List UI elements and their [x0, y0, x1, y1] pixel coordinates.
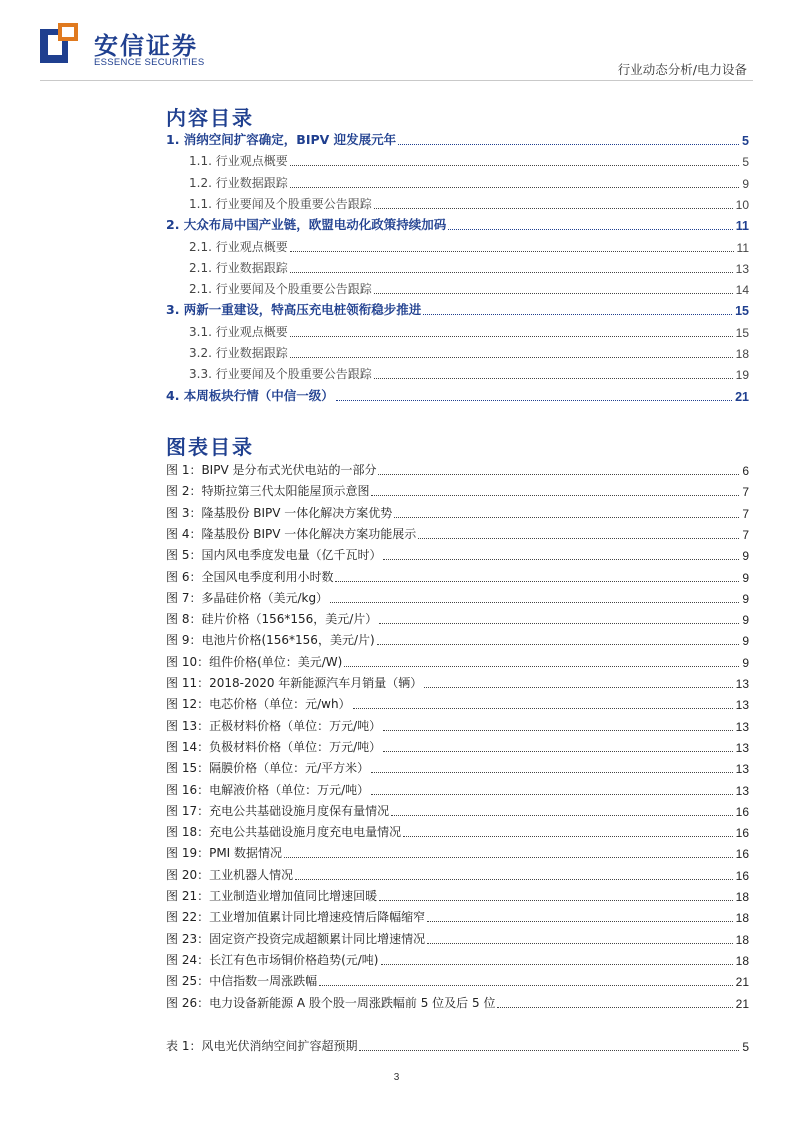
- toc-section-entry[interactable]: [166, 130, 749, 148]
- dot-leader: [398, 144, 739, 145]
- toc-subsection-entry-label: 1.1. 行业要闻及个股重要公告跟踪: [189, 196, 372, 211]
- dot-leader: [371, 495, 739, 496]
- figure-entry[interactable]: [166, 609, 749, 627]
- toc-section-entry[interactable]: [166, 215, 749, 233]
- toc-section-entry-label: 4. 本周板块行情（中信一级）: [166, 387, 334, 403]
- toc-subsection-entry[interactable]: [189, 151, 749, 169]
- figure-entry-page: 13: [735, 783, 749, 798]
- dot-leader: [374, 208, 733, 209]
- figure-entry-label: 图 2：特斯拉第三代太阳能屋顶示意图: [166, 484, 370, 499]
- dot-leader: [427, 943, 733, 944]
- toc-subsection-entry-page: 18: [735, 347, 749, 361]
- figure-entry-page: 16: [735, 847, 749, 862]
- figure-entry-label: 图 10：组件价格(单位：美元/W): [166, 654, 343, 669]
- figure-entry-page: 13: [735, 698, 749, 713]
- toc-subsection-entry-label: 2.1. 行业要闻及个股重要公告跟踪: [189, 282, 372, 297]
- dot-leader: [336, 400, 732, 401]
- toc-subsection-entry[interactable]: [189, 237, 749, 255]
- figure-entry-page: 16: [735, 804, 749, 819]
- figure-entry-page: 9: [742, 634, 749, 649]
- figure-entry-label: 图 23：固定资产投资完成超额累计同比增速情况: [166, 931, 426, 946]
- page-number: 3: [393, 1072, 400, 1083]
- dot-leader: [319, 985, 733, 986]
- figure-entry-label: 图 17：充电公共基础设施月度保有量情况: [166, 803, 390, 818]
- figure-entry-label: 图 19：PMI 数据情况: [166, 846, 283, 861]
- figure-entry-label: 图 20：工业机器人情况: [166, 867, 294, 882]
- toc-subsection-entry-label: 2.1. 行业数据跟踪: [189, 260, 288, 275]
- dot-leader: [359, 1050, 739, 1051]
- dot-leader: [424, 687, 732, 688]
- dot-leader: [418, 538, 739, 539]
- figure-entry[interactable]: [166, 929, 749, 947]
- figure-entry-page: 18: [735, 932, 749, 947]
- dot-leader: [403, 836, 733, 837]
- figure-entry-label: 图 5：国内风电季度发电量（亿千瓦时）: [166, 548, 382, 563]
- toc-section-entry-page: 5: [742, 134, 749, 148]
- toc-subsection-entry[interactable]: [189, 322, 749, 340]
- figure-entry-page: 18: [735, 953, 749, 968]
- essence-logo-icon: [40, 23, 84, 67]
- dot-leader: [335, 581, 739, 582]
- dot-leader: [284, 857, 733, 858]
- figure-entry-label: 图 7：多晶硅价格（美元/kg）: [166, 590, 329, 605]
- dot-leader: [381, 964, 733, 965]
- toc-subsection-entry[interactable]: [189, 173, 749, 191]
- dot-leader: [290, 336, 733, 337]
- figure-entry-page: 16: [735, 868, 749, 883]
- toc-subsection-entry-label: 3.1. 行业观点概要: [189, 324, 288, 339]
- dot-leader: [290, 251, 734, 252]
- toc-subsection-entry-label: 2.1. 行业观点概要: [189, 239, 288, 254]
- dot-leader: [353, 708, 733, 709]
- figure-entry[interactable]: [166, 822, 749, 840]
- figure-entry-label: 图 14：负极材料价格（单位：万元/吨）: [166, 739, 382, 754]
- figure-entry[interactable]: [166, 865, 749, 883]
- dot-leader: [383, 730, 733, 731]
- brand-name-en: ESSENCE SECURITIES: [94, 57, 205, 68]
- toc-subsection-entry-label: 1.1. 行业观点概要: [189, 154, 288, 169]
- figure-entry-page: 9: [742, 570, 749, 585]
- figure-entry-label: 图 1：BIPV 是分布式光伏电站的一部分: [166, 463, 377, 477]
- figure-entry-page: 13: [735, 762, 749, 777]
- figure-entry-page: 6: [742, 464, 749, 478]
- figure-entry[interactable]: [166, 907, 749, 925]
- figure-entry[interactable]: [166, 971, 749, 989]
- toc-section-entry[interactable]: [166, 386, 749, 404]
- dot-leader: [394, 517, 739, 518]
- toc-section-entry-label: 1. 消纳空间扩容确定，BIPV 迎发展元年: [166, 132, 397, 147]
- dot-leader: [378, 474, 739, 475]
- figure-entry-page: 9: [742, 655, 749, 670]
- toc-section-entry-page: 21: [735, 389, 749, 404]
- table-entry[interactable]: [166, 1036, 749, 1054]
- toc-subsection-entry-page: 10: [735, 197, 749, 212]
- dot-leader: [377, 644, 740, 645]
- figure-entry[interactable]: [166, 630, 749, 648]
- toc-subsection-entry-page: 11: [736, 240, 749, 255]
- toc-subsection-entry-page: 15: [735, 325, 749, 340]
- figure-entry-label: 图 13：正极材料价格（单位：万元/吨）: [166, 718, 382, 733]
- brand-name-cn: 安信证券: [94, 32, 198, 60]
- toc-subsection-entry[interactable]: [189, 343, 749, 361]
- figure-entry-label: 图 9：电池片价格(156*156，美元/片): [166, 633, 375, 648]
- figure-entry-page: 7: [742, 485, 749, 500]
- figure-entry-page: 21: [735, 996, 749, 1011]
- dot-leader: [383, 559, 739, 560]
- figure-entry-label: 图 4：隆基股份 BIPV 一体化解决方案功能展示: [166, 526, 417, 541]
- figure-entry-page: 18: [735, 890, 749, 904]
- figure-entry[interactable]: [166, 886, 749, 904]
- figures-title: 图表目录: [166, 435, 254, 459]
- header-divider: [40, 80, 753, 81]
- figure-entry[interactable]: [166, 737, 749, 755]
- table-entry-page: 5: [742, 1040, 749, 1054]
- dot-leader: [497, 1007, 732, 1008]
- figure-entry-page: 9: [742, 591, 749, 606]
- toc-subsection-entry-label: 1.2. 行业数据跟踪: [189, 175, 288, 190]
- toc-title: 内容目录: [166, 106, 254, 130]
- figure-entry-label: 图 25：中信指数一周涨跌幅: [166, 974, 318, 989]
- toc-subsection-entry-label: 3.3. 行业要闻及个股重要公告跟踪: [189, 367, 372, 382]
- figure-entry[interactable]: [166, 758, 749, 776]
- toc-subsection-entry[interactable]: [189, 194, 749, 212]
- figure-entry[interactable]: [166, 780, 749, 798]
- figure-entry-page: 13: [735, 740, 749, 755]
- dot-leader: [290, 357, 733, 358]
- dot-leader: [383, 751, 733, 752]
- figure-entry[interactable]: [166, 460, 749, 478]
- figure-entry-page: 7: [742, 506, 749, 521]
- toc-subsection-entry-page: 14: [735, 283, 749, 298]
- dot-leader: [448, 229, 732, 230]
- dot-leader: [374, 378, 733, 379]
- dot-leader: [374, 293, 733, 294]
- figure-entry[interactable]: [166, 652, 749, 670]
- figure-entry[interactable]: [166, 524, 749, 542]
- figure-entry[interactable]: [166, 993, 749, 1011]
- toc-section-entry-label: 2. 大众布局中国产业链，欧盟电动化政策持续加码: [166, 217, 447, 233]
- figure-entry[interactable]: [166, 694, 749, 712]
- toc-subsection-entry-page: 5: [742, 155, 749, 170]
- dot-leader: [295, 879, 733, 880]
- figure-entry-page: 16: [735, 826, 749, 841]
- dot-leader: [427, 921, 733, 922]
- figure-entry-label: 图 6：全国风电季度利用小时数: [166, 569, 334, 584]
- figure-entry-page: 13: [735, 677, 749, 691]
- figure-entry[interactable]: [166, 481, 749, 499]
- figure-entry[interactable]: [166, 567, 749, 585]
- figure-entry[interactable]: [166, 588, 749, 606]
- toc-subsection-entry-page: 9: [742, 176, 749, 191]
- toc-subsection-entry-label: 3.2. 行业数据跟踪: [189, 346, 288, 360]
- figure-entry-label: 图 16：电解液价格（单位：万元/吨）: [166, 782, 370, 797]
- figure-entry[interactable]: [166, 545, 749, 563]
- dot-leader: [371, 772, 733, 773]
- figure-entry-label: 图 26：电力设备新能源 A 股个股一周涨跌幅前 5 位及后 5 位: [166, 995, 496, 1010]
- dot-leader: [330, 602, 739, 603]
- dot-leader: [290, 272, 733, 273]
- toc-subsection-entry[interactable]: [189, 258, 749, 276]
- toc-section-entry[interactable]: [166, 300, 749, 318]
- page-header: [0, 0, 793, 80]
- figure-entry-page: 13: [735, 719, 749, 734]
- figure-entry-label: 图 12：电芯价格（单位：元/wh）: [166, 697, 351, 712]
- figure-entry-label: 图 3：隆基股份 BIPV 一体化解决方案优势: [166, 505, 393, 520]
- toc-section-entry-label: 3. 两新一重建设，特高压充电桩领衔稳步推进: [166, 302, 422, 318]
- dot-leader: [290, 187, 740, 188]
- figure-entry-page: 7: [742, 527, 749, 542]
- figure-entry-label: 图 22：工业增加值累计同比增速疫情后降幅缩窄: [166, 910, 426, 925]
- figure-entry[interactable]: [166, 843, 749, 861]
- toc-subsection-entry[interactable]: [189, 279, 749, 297]
- toc-section-entry-page: 15: [735, 304, 749, 319]
- figure-entry[interactable]: [166, 673, 749, 691]
- figure-entry-page: 9: [742, 613, 749, 628]
- figure-entry-label: 图 15：隔膜价格（单位：元/平方米）: [166, 761, 370, 776]
- toc-subsection-entry-page: 19: [735, 368, 749, 383]
- figure-entry-page: 18: [735, 911, 749, 926]
- dot-leader: [379, 900, 733, 901]
- report-type: 行业动态分析/电力设备: [617, 62, 747, 77]
- toc-subsection-entry[interactable]: [189, 364, 749, 382]
- dot-leader: [344, 666, 739, 667]
- figure-entry-label: 图 11：2018-2020 年新能源汽车月销量（辆）: [166, 676, 423, 690]
- dot-leader: [290, 165, 740, 166]
- figure-entry-label: 图 24：长江有色市场铜价格趋势(元/吨): [166, 952, 379, 967]
- toc-subsection-entry-page: 13: [735, 261, 749, 276]
- toc-section-entry-page: 11: [735, 219, 749, 234]
- figure-entry-page: 9: [742, 549, 749, 564]
- table-entry-label: 表 1：风电光伏消纳空间扩容超预期: [166, 1039, 358, 1053]
- dot-leader: [379, 623, 739, 624]
- figure-entry[interactable]: [166, 503, 749, 521]
- figure-entry[interactable]: [166, 950, 749, 968]
- figure-entry[interactable]: [166, 716, 749, 734]
- dot-leader: [371, 794, 733, 795]
- figure-entry-label: 图 8：硅片价格（156*156，美元/片）: [166, 612, 378, 627]
- dot-leader: [423, 314, 732, 315]
- figure-entry[interactable]: [166, 801, 749, 819]
- figure-entry-label: 图 21：工业制造业增加值同比增速回暖: [166, 889, 378, 903]
- figure-entry-label: 图 18：充电公共基础设施月度充电电量情况: [166, 825, 402, 840]
- dot-leader: [391, 815, 733, 816]
- figure-entry-page: 21: [735, 975, 749, 990]
